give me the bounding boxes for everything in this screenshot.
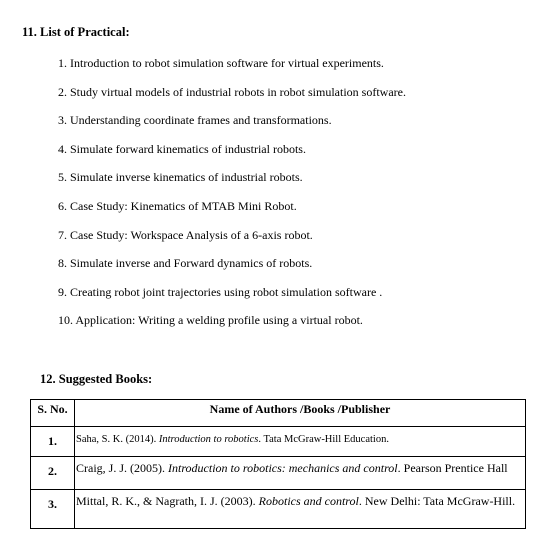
practical-list <box>58 56 406 342</box>
practical-item: 9. Creating robot joint trajectories using robot simulation software . <box>58 284 383 299</box>
practical-item: 4. Simulate forward kinematics of industrial robots. <box>58 141 306 156</box>
column-header-books: Name of Authors /Books /Publisher <box>75 400 526 427</box>
practical-item: 6. Case Study: Kinematics of MTAB Mini Robot. <box>58 198 297 213</box>
suggested-books-table <box>30 399 526 529</box>
practical-item: 5. Simulate inverse kinematics of industrial robots. <box>58 170 303 185</box>
serial-number: 1. <box>31 427 75 457</box>
table-row <box>31 427 526 457</box>
book-entry <box>75 457 526 490</box>
practical-item: 2. Study virtual models of industrial robots in robot simulation software. <box>58 84 406 99</box>
practical-item: 1. Introduction to robot simulation software for virtual experiments. <box>58 56 384 70</box>
table-row <box>31 457 526 490</box>
practical-item: 8. Simulate inverse and Forward dynamics of robots. <box>58 256 313 271</box>
serial-number: 2. <box>31 457 75 490</box>
practical-item: 10. Application: Writing a welding profile using a virtual robot. <box>58 313 363 328</box>
book-authors: Saha, S. K. (2014). <box>76 434 159 445</box>
book-authors: Craig, J. J. (2005). <box>76 461 168 475</box>
column-header-sno: S. No. <box>31 400 75 427</box>
book-entry <box>75 490 526 529</box>
book-title: Robotics and control <box>258 494 359 508</box>
practical-item: 3. Understanding coordinate frames and transformations. <box>58 113 332 128</box>
section-12-heading: 12. Suggested Books: <box>40 372 153 386</box>
book-title: Introduction to robotics <box>158 434 259 445</box>
book-authors: Mittal, R. K., & Nagrath, I. J. (2003). <box>76 494 259 508</box>
book-publisher: . New Delhi: Tata McGraw-Hill. <box>358 494 516 508</box>
book-publisher: . Tata McGraw-Hill Education. <box>258 434 389 445</box>
book-title: Introduction to robotics: mechanics and control <box>168 461 398 475</box>
book-entry <box>75 427 526 457</box>
practical-item: 7. Case Study: Workspace Analysis of a 6-axis robot. <box>58 227 313 242</box>
table-header-row <box>31 400 526 427</box>
serial-number: 3. <box>31 490 75 529</box>
book-publisher: . Pearson Prentice Hall <box>397 461 508 475</box>
table-row <box>31 490 526 529</box>
section-11-heading: 11. List of Practical: <box>22 25 130 39</box>
